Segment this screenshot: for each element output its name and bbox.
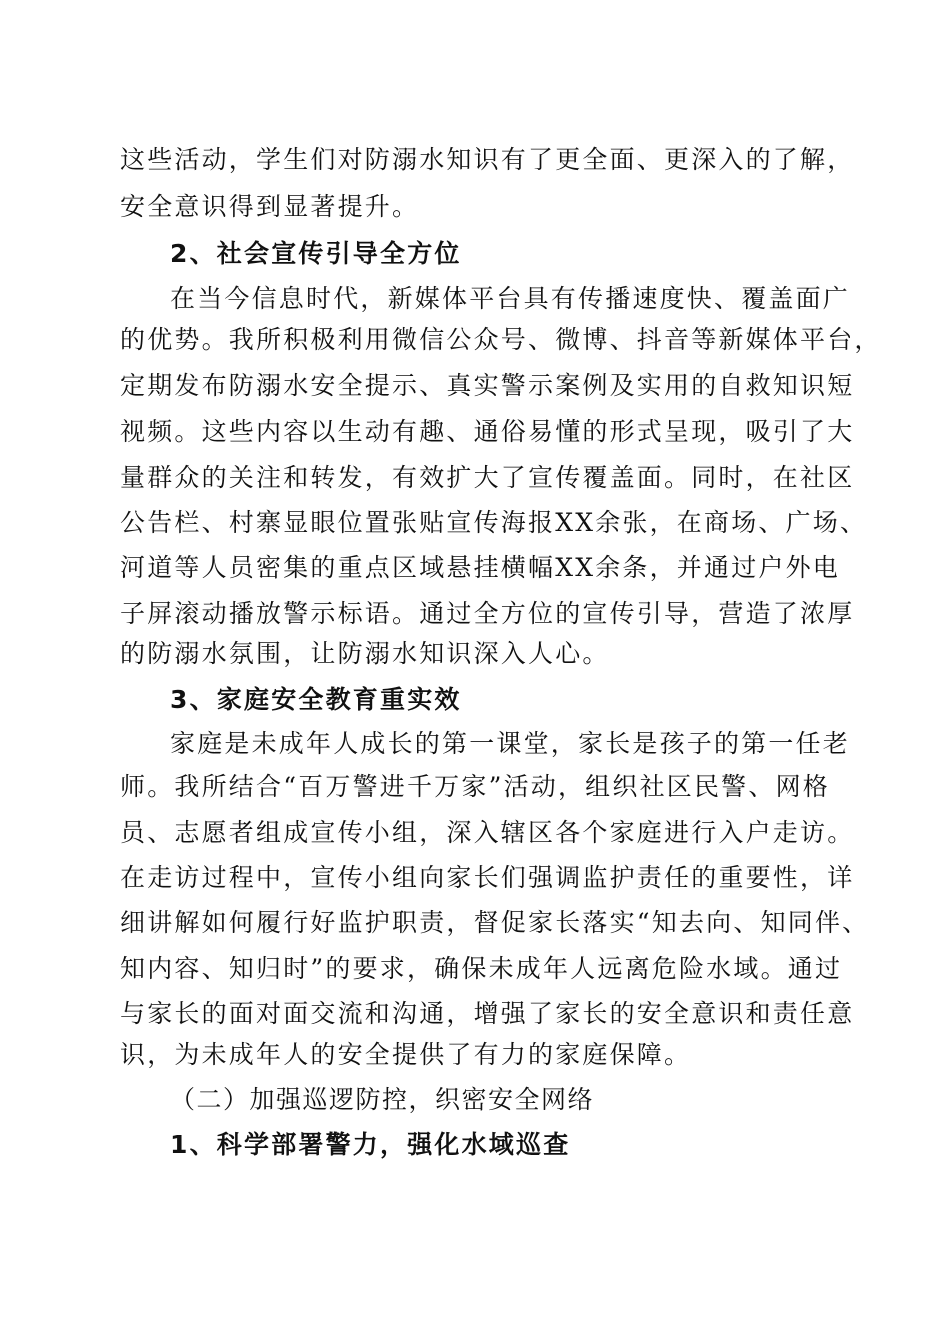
paragraph-line: 安全意识得到显著提升。	[120, 192, 420, 221]
section-heading-4: 1、科学部署警力，强化水域巡查	[170, 1130, 571, 1159]
paragraph-line: 员、志愿者组成宣传小组，深入辖区各个家庭进行入户走访。	[120, 818, 855, 847]
paragraph-line: 视频。这些内容以生动有趣、通俗易懂的形式呈现，吸引了大	[120, 417, 855, 446]
paragraph-line: 师。我所结合“百万警进千万家”活动，组织社区民警、网格	[120, 772, 830, 801]
paragraph-line: 在走访过程中，宣传小组向家长们强调监护责任的重要性，详	[120, 863, 855, 892]
paragraph-line: 在当今信息时代，新媒体平台具有传播速度快、覆盖面广	[170, 284, 851, 313]
paragraph-line: 细讲解如何履行好监护职责，督促家长落实“知去向、知同伴、	[120, 908, 870, 937]
paragraph-line: 公告栏、村寨显眼位置张贴宣传海报XX余张，在商场、广场、	[120, 508, 868, 537]
section-heading-3: 3、家庭安全教育重实效	[170, 685, 462, 714]
paragraph-line: 这些活动，学生们对防溺水知识有了更全面、更深入的了解，	[120, 145, 855, 174]
paragraph-line: 河道等人员密集的重点区域悬挂横幅XX余条，并通过户外电	[120, 553, 840, 582]
paragraph-line: 识，为未成年人的安全提供了有力的家庭保障。	[120, 1040, 692, 1069]
paragraph-line: 定期发布防溺水安全提示、真实警示案例及实用的自救知识短	[120, 371, 855, 400]
paragraph-line: 家庭是未成年人成长的第一课堂，家长是孩子的第一任老	[170, 729, 851, 758]
paragraph-line: 知内容、知归时”的要求，确保未成年人远离危险水域。通过	[120, 954, 843, 983]
paragraph-line: 的防溺水氛围，让防溺水知识深入人心。	[120, 639, 610, 668]
section-heading-2: 2、社会宣传引导全方位	[170, 239, 462, 268]
paragraph-line: 的优势。我所积极利用微信公众号、微博、抖音等新媒体平台，	[120, 325, 882, 354]
paragraph-line: 量群众的关注和转发，有效扩大了宣传覆盖面。同时，在社区	[120, 463, 855, 492]
section-subtitle: （二）加强巡逻防控，织密安全网络	[170, 1085, 595, 1114]
paragraph-line: 子屏滚动播放警示标语。通过全方位的宣传引导，营造了浓厚	[120, 599, 855, 628]
paragraph-line: 与家长的面对面交流和沟通，增强了家长的安全意识和责任意	[120, 999, 855, 1028]
